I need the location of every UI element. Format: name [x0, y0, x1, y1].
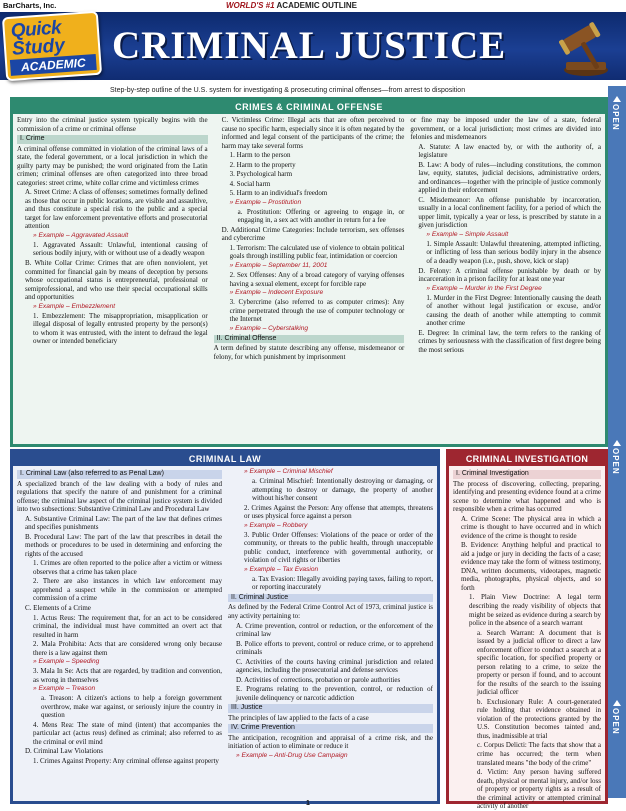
example-label: » Example – Simple Assault: [426, 230, 509, 238]
list-item: a. Criminal Mischief: Intentionally destroying or damaging, or attempting to destroy or damage, the property of another without his/her consent: [252, 477, 433, 503]
list-item: 1. Harm to the person: [229, 151, 291, 160]
example-label: » Example – Embezzlement: [33, 302, 116, 310]
list-item: A. Substantive Criminal Law: The part of the law that defines crimes and specifies punishments: [25, 514, 222, 532]
list-item: 1. Crimes Against Property: Any criminal offense against property: [33, 757, 219, 765]
list-item: 2. Crimes Against the Person: Any offense that attempts, threatens or uses physical force against a person: [244, 503, 433, 521]
open-label: OPEN: [610, 708, 620, 735]
list-item: E. Degree: In criminal law, the term refers to the ranking of crimes by seriousness with the classification of first degree being the most serious: [418, 328, 602, 354]
list-item: 4. Social harm: [229, 179, 271, 188]
example-label: » Example – Cyberstalking: [229, 324, 309, 332]
open-arrow-icon: [613, 440, 621, 446]
paragraph: The principles of law applied to the facts of a case: [228, 713, 369, 722]
section-heading: II. Criminal Justice: [228, 594, 433, 603]
paragraph: A criminal offense committed in violation of the criminal laws of a state, the federal government, or a local jurisdiction in which the guilty party may be punished; the word originated from the Latin crimen; criminal offenses are often categorized into three broad categories: street crime, white collar crime and victimless crimes: [17, 144, 208, 187]
list-item: C. Misdemeanor: An offense punishable by incarceration, usually in a local confinement facility, for a period of which the upper limit, typically a year or less, is prescribed by statute in a given jurisdiction: [418, 195, 602, 230]
crimes-section: [10, 97, 608, 447]
example-label: » Example – Treason: [33, 685, 96, 693]
list-item: a. Prostitution: Offering or agreeing to engage in, or engaging in, a sex act with another in return for a fee: [237, 207, 405, 225]
list-item: a. Treason: A citizen's actions to help a foreign government overthrow, make war against, or seriously injure the country in question: [41, 694, 222, 720]
paragraph: The process of discovering, collecting, preparing, identifying and presenting evidence found at a crime scene to determine what happened and who is responsible when a crime has occurred: [453, 479, 601, 514]
list-item: A. Statute: A law enacted by, or with the authority of, a legislature: [418, 142, 602, 160]
section-heading: III. Justice: [228, 704, 433, 713]
crimes-column-2: [214, 116, 405, 442]
list-item: E. Programs relating to the prevention, control, or reduction of juvenile delinquency or narcotic addiction: [236, 685, 433, 702]
open-tab-middle[interactable]: [610, 440, 624, 475]
law-column-2: [228, 468, 433, 799]
example-label: » Example – Criminal Mischief: [244, 468, 333, 475]
open-label: OPEN: [610, 104, 620, 131]
list-item: c. Corpus Delicti: The facts that show that a crime has occurred; the term when translated means "the body of the crime": [477, 741, 601, 767]
list-item: C. Victimless Crime: Illegal acts that are often perceived to cause no specific harm, especially since it is often negated by the informed and legal consent of the participants of the crime; the harm may take several forms: [221, 116, 405, 150]
top-strip: [0, 0, 626, 12]
open-label: OPEN: [610, 448, 620, 475]
tagline: [226, 1, 357, 11]
list-item: 2. There are also instances in which law enforcement may apprehend a suspect while in the commission or attempted commission of a crime: [33, 577, 222, 603]
list-item: 1. Simple Assault: Unlawful threatening, attempted inflicting, or inflicting of less than serious bodily injury in the absence of a deadly weapon (i.e., push, shove, kick or slap): [426, 239, 602, 265]
crimes-column-1: [17, 116, 208, 442]
section-heading: I. Criminal Law (also referred to as Penal Law): [17, 470, 222, 479]
list-item: 1. Crimes are often reported to the police after a victim or witness observes that a crime has taken place: [33, 559, 222, 576]
publisher-name: BarCharts, Inc.: [3, 1, 57, 10]
quickstudy-logo: [2, 11, 102, 82]
crimes-column-3: [410, 116, 601, 442]
example-label: » Example – Indecent Exposure: [229, 289, 324, 297]
list-item: A. Crime prevention, control or reduction, or the enforcement of the criminal law: [236, 621, 433, 639]
example-label: » Example – Prostitution: [229, 198, 302, 206]
open-arrow-icon: [613, 96, 621, 102]
list-item: 1. Actus Reus: The requirement that, for an act to be considered criminal, the individual must have committed an overt act that resulted in harm: [33, 613, 222, 639]
list-item: B. White Collar Crime: Crimes that are often nonviolent, yet committed for financial gain by means of deception by persons whose occupational status is entrepreneurial, professional or semiprofessional, and who use their special occupational skills and opportunities: [25, 259, 208, 302]
page-title: CRIMINAL JUSTICE: [112, 24, 507, 67]
paragraph: or fine may be imposed under the law of a state, federal government, or a local jurisdiction; most crimes are divided into felonies and misdemeanors: [410, 116, 602, 142]
list-item: 2. Harm to the property: [229, 160, 296, 169]
crimes-section-title: CRIMES & CRIMINAL OFFENSE: [13, 100, 605, 114]
gavel-icon: [552, 16, 616, 80]
example-label: » Example – Tax Evasion: [244, 565, 319, 573]
example-label: » Example – Murder in the First Degree: [426, 284, 542, 292]
law-column-1: [17, 468, 222, 799]
paragraph: The anticipation, recognition and appraisal of a crime risk, and the initiation of action to eliminate or reduce it: [228, 733, 433, 751]
open-tab-bottom[interactable]: [610, 700, 624, 735]
logo-line-2: Study: [11, 35, 66, 60]
list-item: 4. Mens Rea: The state of mind (intent) that accompanies the particular act (actus reus) defined as criminal; also referred to as the criminal or evil mind: [33, 720, 222, 746]
example-label: » Example – Aggravated Assault: [33, 231, 129, 239]
list-item: b. Exclusionary Rule: A court-generated rule holding that evidence obtained in violation of the protections granted by the U.S. Constitution becomes tainted and, thus, inadmissible at trial: [477, 697, 601, 740]
list-item: 1. Embezzlement: The misappropriation, misapplication or illegal disposal of legally entrusted property by the person(s) to whom it was entrusted, with the intent to defraud the legal owner or intended beneficiary: [33, 311, 208, 346]
list-item: 3. Public Order Offenses: Violations of the peace or order of the community, or threats to the public health, through unacceptable public conduct, interference with governmental authority, or violation of civil rights or liberties: [244, 530, 433, 565]
example-label: » Example – Robbery: [244, 521, 308, 529]
list-item: C. Activities of the courts having criminal jurisdiction and related agencies, including the prosecutorial and defense services: [236, 657, 433, 675]
logo-line-3: ACADEMIC: [10, 54, 97, 76]
list-item: D. Activities of corrections, probation or parole authorities: [236, 675, 401, 684]
list-item: 2. Sex Offenses: Any of a broad category of varying offenses having a sexual element, except for forcible rape: [229, 271, 405, 288]
criminal-investigation-section: [446, 449, 608, 811]
list-item: 1. Murder in the First Degree: Intentionally causing the death of another without legal justification or excuse, and/or causing the death of another while attempting to commit another crime: [426, 293, 602, 328]
list-item: B. Procedural Law: The part of the law that prescribes in detail the methods or procedures to be used in determining and enforcing the rights of the accused: [25, 532, 222, 558]
list-item: 2. Mala Prohibita: Acts that are considered wrong only because there is a law against them: [33, 640, 222, 657]
list-item: C. Elements of a Crime: [25, 603, 91, 612]
subtitle: Step-by-step outline of the U.S. system for investigating & prosecuting criminal offenses—from arrest to disposition: [110, 87, 466, 94]
list-item: a. Search Warrant: A document that is issued by a judicial officer to direct a law enforcement officer to conduct a search at a specific location, for specified property or person relating to a crime, to seize the property or person if found, and to account for the results of the search to the issuing judicial officer: [477, 628, 601, 697]
list-item: 1. Plain View Doctrine: A legal term describing the ready visibility of objects that might be seized as evidence during a search by police in the absence of a search warrant: [469, 593, 601, 628]
open-tab-top[interactable]: [610, 96, 624, 131]
example-label: » Example – September 11, 2001: [229, 262, 328, 269]
open-arrow-icon: [613, 700, 621, 706]
list-item: A. Street Crime: A class of offenses; sometimes formally defined as those that occur in public locations, are visible and assaultive, and thus constitute a special risk to the public and a special target for law enforcement preventative efforts and prosecutorial attention: [25, 188, 208, 231]
tagline-suffix: ACADEMIC OUTLINE: [276, 1, 357, 10]
list-item: D. Criminal Law Violations: [25, 747, 103, 756]
investigation-column: [453, 468, 601, 811]
paragraph: Entry into the criminal justice system typically begins with the commission of a crime or criminal offense: [17, 116, 208, 133]
criminal-investigation-title: CRIMINAL INVESTIGATION: [449, 452, 605, 466]
section-heading: I. Criminal Investigation: [453, 470, 601, 479]
paragraph: As defined by the Federal Crime Control Act of 1973, criminal justice is any activity pertaining to:: [228, 603, 433, 620]
list-item: B. Police efforts to prevent, control or reduce crime, or to apprehend criminals: [236, 639, 433, 657]
list-item: d. Victim: Any person having suffered death, physical or mental injury, and/or loss of property or property rights as a result of the criminal activity or attempted criminal activity of another: [477, 768, 601, 811]
section-heading: I. Crime: [17, 135, 208, 144]
section-heading: II. Criminal Offense: [214, 335, 405, 344]
list-item: D. Additional Crime Categories: Include terrorism, sex offenses and cybercrime: [221, 225, 405, 243]
paragraph: A specialized branch of the law dealing with a body of rules and regulations that specify the nature of and punishment for a criminal offense; the criminal law aspect of the criminal justice system is divided into two subsections: Substantive Criminal Law and Procedural Law: [17, 479, 222, 514]
tagline-prefix: WORLD'S #1: [226, 1, 275, 10]
list-item: B. Law: A body of rules—including constitutions, the common law, equity, statutes, judicial decisions, administrative orders, and ordinances—together with the principle of justice commonly applied in their enforcement: [418, 160, 602, 195]
list-item: 3. Psychological harm: [229, 170, 293, 179]
example-label: » Example – Anti-Drug Use Campaign: [236, 751, 348, 759]
list-item: 3. Cybercrime (also referred to as computer crimes): Any crime perpetrated through the use of computer technology or the Internet: [229, 298, 405, 324]
list-item: 1. Terrorism: The calculated use of violence to obtain political goals through instilling public fear, intimidation or coercion: [229, 243, 405, 261]
paragraph: A term defined by statute describing any offense, misdemeanor or felony, for which punishment by imprisonment: [213, 344, 405, 361]
list-item: 3. Mala In Se: Acts that are regarded, by tradition and convention, as wrong in themselves: [33, 667, 222, 684]
example-label: » Example – Speeding: [33, 658, 100, 666]
list-item: 1. Aggravated Assault: Unlawful, intentional causing of serious bodily injury, with or without use of a deadly weapon: [33, 240, 208, 258]
list-item: a. Tax Evasion: Illegally avoiding paying taxes, failing to report, or reporting inaccurately: [252, 574, 433, 592]
list-item: B. Evidence: Anything helpful and practical to aid a judge or jury in deciding the facts of a case; evidence may take the form of witness testimony, DNA, written documents, videotapes, magnetic media, photographs, physical objects, and so forth: [461, 541, 601, 592]
list-item: 5. Harm to an individual's freedom: [229, 189, 328, 198]
page-number: 1: [306, 800, 310, 807]
section-heading: IV. Crime Prevention: [228, 724, 433, 733]
criminal-law-section: [10, 449, 440, 804]
criminal-law-title: CRIMINAL LAW: [13, 452, 437, 466]
list-item: D. Felony: A criminal offense punishable by death or by incarceration in a prison facility for at least one year: [418, 266, 602, 284]
list-item: A. Crime Scene: The physical area in which a crime is thought to have occurred and in which evidence of the crime is thought to reside: [461, 514, 601, 540]
logo-line-1: Quick: [10, 17, 62, 42]
